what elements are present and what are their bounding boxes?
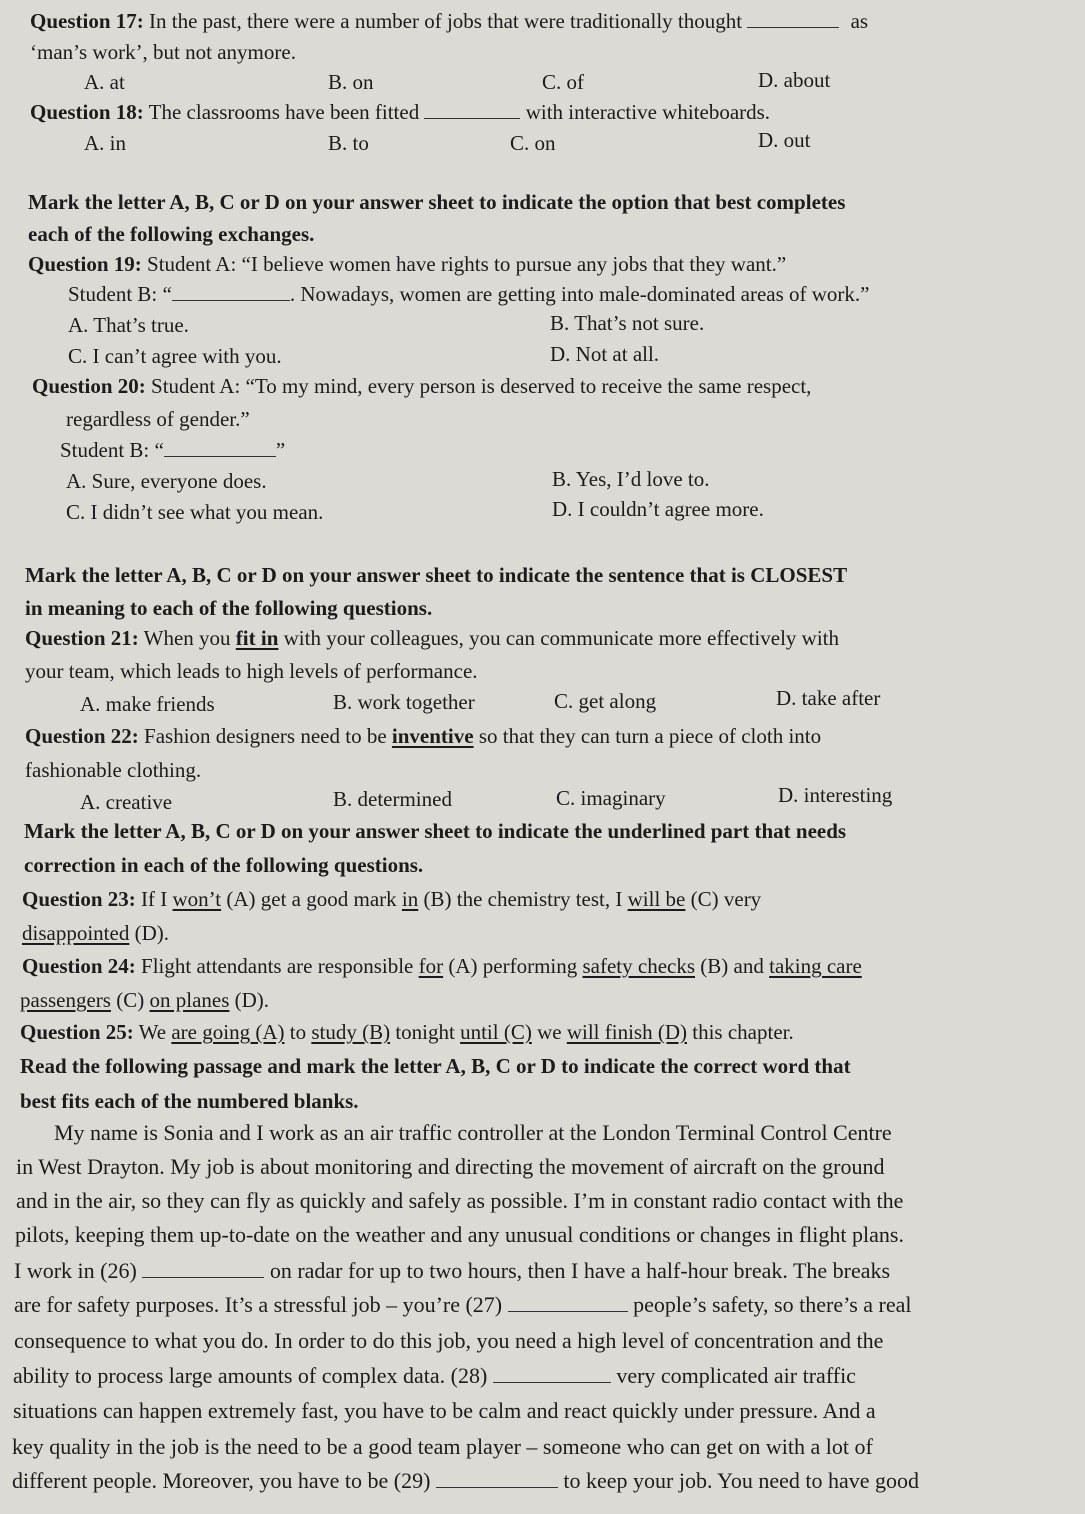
q22-underlined: inventive — [391, 724, 474, 748]
q24-label: Question 24: — [22, 954, 136, 978]
q18-option-b: B. to — [328, 131, 369, 155]
q22-option-c: C. imaginary — [556, 786, 666, 810]
q21-label: Question 21: — [25, 626, 139, 650]
q22-line2: fashionable clothing. — [25, 758, 202, 782]
q25-part-d: will finish (D) — [566, 1020, 687, 1044]
q19-option-d: D. Not at all. — [550, 342, 660, 366]
q17-line2: ‘man’s work’, but not anymore. — [30, 40, 296, 64]
q21-option-a: A. make friends — [80, 692, 215, 716]
q18-option-d: D. out — [758, 128, 811, 152]
section3-line1: Mark the letter A, B, C or D on your answer sheet to indicate the underlined part that needs — [24, 819, 847, 843]
q18-blank — [424, 100, 520, 119]
section3-line2: correction in each of the following questions. — [24, 853, 424, 877]
blank-29 — [436, 1469, 558, 1488]
q21-option-d: D. take after — [776, 686, 881, 710]
q23-part-b: in — [401, 887, 419, 911]
q17-option-d: D. about — [758, 68, 831, 92]
q18-label: Question 18: — [30, 100, 144, 124]
q17-option-b: B. on — [328, 70, 374, 94]
q22-option-d: D. interesting — [778, 783, 893, 807]
passage-line-1: My name is Sonia and I work as an air traffic controller at the London Terminal Control Centre — [54, 1120, 892, 1145]
q20-option-a: A. Sure, everyone does. — [66, 469, 267, 493]
q23-line1: Question 23: If I won’t (A) get a good mark in (B) the chemistry test, I will be (C) very — [22, 887, 762, 911]
passage-line-9: situations can happen extremely fast, you have to be calm and react quickly under pressure. And a — [13, 1398, 876, 1423]
q20-blank — [164, 438, 276, 457]
section2-line1: Mark the letter A, B, C or D on your answer sheet to indicate the sentence that is CLOSEST — [25, 563, 848, 587]
q18-line: Question 18: The classrooms have been fitted with interactive whiteboards. — [30, 100, 771, 124]
blank-26 — [142, 1259, 264, 1278]
q20-student-a: Question 20: Student A: “To my mind, every person is deserved to receive the same respect, — [32, 374, 812, 398]
q23-label: Question 23: — [22, 887, 136, 911]
section1-line1: Mark the letter A, B, C or D on your answer sheet to indicate the option that best completes — [28, 190, 846, 214]
q25-part-a: are going (A) — [171, 1020, 285, 1044]
q25-part-c: until (C) — [460, 1020, 532, 1044]
q20-student-a-line2: regardless of gender.” — [66, 407, 250, 431]
q20-label: Question 20: — [32, 374, 146, 398]
passage-line-11: different people. Moreover, you have to be (29) to keep your job. You need to have good — [12, 1468, 920, 1493]
section4-line1: Read the following passage and mark the letter A, B, C or D to indicate the correct word that — [20, 1054, 851, 1078]
q24-line2: passengers (C) on planes (D). — [20, 988, 270, 1012]
q19-label: Question 19: — [28, 252, 142, 276]
q19-student-b: Student B: “ . Nowadays, women are getting into male-dominated areas of work.” — [68, 282, 870, 306]
q22-option-a: A. creative — [80, 790, 173, 814]
q20-option-b: B. Yes, I’d love to. — [552, 467, 710, 491]
q24-part-a: for — [418, 954, 444, 978]
passage-line-8: ability to process large amounts of complex data. (28) very complicated air traffic — [13, 1363, 856, 1388]
q17-option-c: C. of — [542, 70, 584, 94]
q20-option-c: C. I didn’t see what you mean. — [66, 500, 324, 524]
q19-blank — [172, 282, 290, 301]
passage-line-5: I work in (26) on radar for up to two hours, then I have a half-hour break. The breaks — [14, 1258, 891, 1283]
q24-part-c-2: passengers — [20, 988, 111, 1012]
q25-line: Question 25: We are going (A) to study (B) tonight until (C) we will finish (D) this chapter. — [20, 1020, 794, 1044]
q23-part-d: disappointed — [22, 921, 130, 945]
q19-option-b: B. That’s not sure. — [550, 311, 705, 335]
passage-line-2: in West Drayton. My job is about monitoring and directing the movement of aircraft on the ground — [16, 1154, 885, 1179]
q24-part-c-1: taking care — [769, 954, 862, 978]
q22-option-b: B. determined — [333, 787, 452, 811]
q17-label: Question 17: — [30, 9, 144, 33]
passage-line-7: consequence to what you do. In order to do this job, you need a high level of concentration and the — [14, 1328, 884, 1353]
q21-option-c: C. get along — [554, 689, 657, 713]
q24-line1: Question 24: Flight attendants are responsible for (A) performing safety checks (B) and taking care — [22, 954, 862, 978]
q25-part-b: study (B) — [311, 1020, 391, 1044]
q23-line2: disappointed (D). — [22, 921, 169, 945]
section4-line2: best fits each of the numbered blanks. — [20, 1089, 359, 1113]
q22-line1: Question 22: Fashion designers need to be inventive so that they can turn a piece of cloth into — [25, 724, 822, 748]
q24-part-d: on planes — [149, 988, 230, 1012]
passage-line-3: and in the air, so they can fly as quickly and safely as possible. I’m in constant radio contact with the — [16, 1188, 904, 1213]
q23-part-a: won’t — [172, 887, 222, 911]
q19-option-a: A. That’s true. — [68, 313, 189, 337]
passage-line-10: key quality in the job is the need to be a good team player – someone who can get on with a lot of — [12, 1434, 873, 1459]
q21-line2: your team, which leads to high levels of performance. — [25, 659, 478, 683]
q20-student-b: Student B: “ ” — [60, 438, 286, 462]
q17-option-a: A. at — [84, 70, 125, 94]
blank-27 — [508, 1293, 628, 1312]
passage-line-6: are for safety purposes. It’s a stressful job – you’re (27) people’s safety, so there’s a real — [14, 1292, 912, 1317]
q20-option-d: D. I couldn’t agree more. — [552, 497, 764, 521]
q24-part-b: safety checks — [582, 954, 696, 978]
q19-option-c: C. I can’t agree with you. — [68, 344, 282, 368]
q19-student-a: Question 19: Student A: “I believe women have rights to pursue any jobs that they want.” — [28, 252, 787, 276]
q21-underlined: fit in — [235, 626, 279, 650]
q18-option-c: C. on — [510, 131, 556, 155]
q18-option-a: A. in — [84, 131, 126, 155]
passage-line-4: pilots, keeping them up-to-date on the weather and any unusual conditions or changes in flight plans. — [15, 1222, 904, 1247]
q21-line1: Question 21: When you fit in with your colleagues, you can communicate more effectively with — [25, 626, 839, 650]
blank-28 — [493, 1364, 611, 1383]
section2-line2: in meaning to each of the following questions. — [25, 596, 433, 620]
q21-option-b: B. work together — [333, 690, 475, 714]
q23-part-c: will be — [627, 887, 686, 911]
q17-blank — [747, 9, 839, 28]
q25-label: Question 25: — [20, 1020, 134, 1044]
q22-label: Question 22: — [25, 724, 139, 748]
q17-line1: Question 17: In the past, there were a number of jobs that were traditionally thought as — [30, 9, 869, 33]
section1-line2: each of the following exchanges. — [28, 222, 315, 246]
